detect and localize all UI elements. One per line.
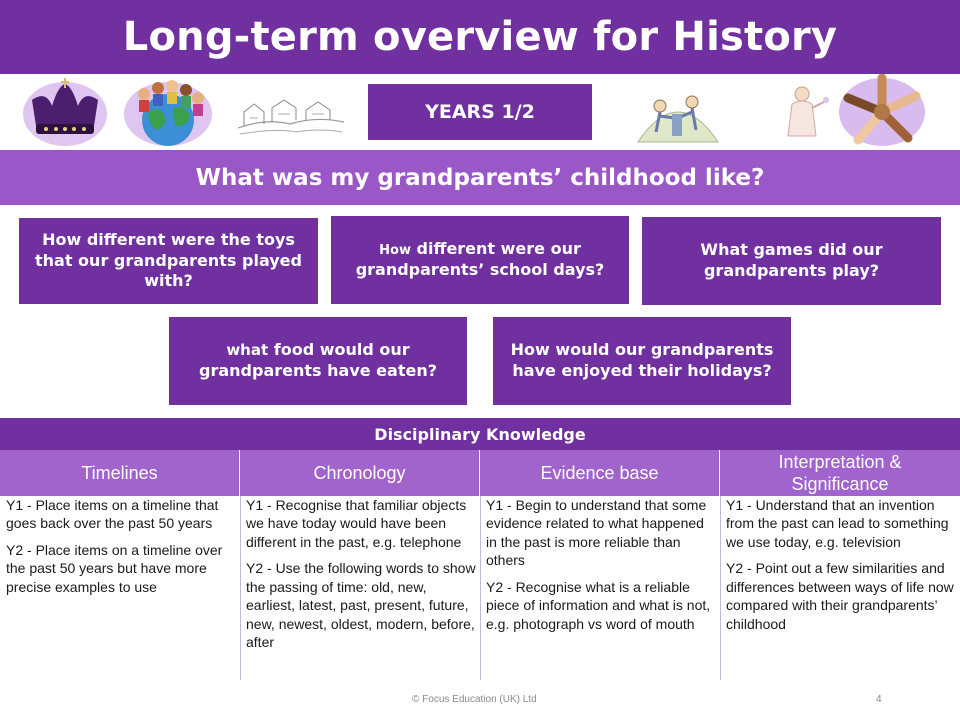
main-question: What was my grandparents’ childhood like? xyxy=(0,150,960,205)
year1-objective: Y1 - Place items on a timeline that goes back over the past 50 years xyxy=(6,497,219,532)
year2-objective: Y2 - Point out a few similarities and differences between ways of life now compared with their grandparents’ childhood xyxy=(726,560,954,632)
column-chronology xyxy=(240,496,480,680)
year1-objective: Y1 - Begin to understand that some evidence related to what happened in the past is more reliable than others xyxy=(486,497,707,569)
sub-question-text: How would our grandparents have enjoyed their holidays? xyxy=(510,340,774,380)
title-bar xyxy=(0,0,960,74)
page-title: Long-term overview for History xyxy=(122,14,838,60)
old-town-sketch-icon xyxy=(236,88,346,138)
sub-question-rest: different were our grandparents’ school days? xyxy=(355,239,605,280)
year2-objective: Y2 - Place items on a timeline over the past 50 years but have more precise examples to use xyxy=(6,541,223,595)
sub-question-text xyxy=(341,239,619,281)
column-interpretation xyxy=(720,496,960,680)
year2-objective: Y2 - Use the following words to show the passing of time: old, new, earliest, latest, past, present, future, new, newest, oldest, modern, before, after xyxy=(246,560,476,651)
column-evidence-base xyxy=(480,496,720,680)
royalty-figure-icon xyxy=(770,80,834,144)
year1-objective: Y1 - Understand that an invention from the past can lead to something we use today, e.g. television xyxy=(726,497,949,550)
column-header-interpretation: Interpretation & Significance xyxy=(720,450,960,496)
sub-question-toys xyxy=(19,218,318,304)
sub-question-prefix: what xyxy=(226,341,269,360)
footer xyxy=(0,694,960,708)
column-timelines xyxy=(0,496,240,680)
world-globe-people-icon xyxy=(122,74,214,148)
copyright-text: © Focus Education (UK) Ltd xyxy=(412,694,537,705)
sub-question-text: How different were the toys that our grandparents played with? xyxy=(35,229,302,291)
disciplinary-knowledge-heading: Disciplinary Knowledge xyxy=(0,418,960,450)
column-header-timelines: Timelines xyxy=(0,450,240,496)
crown-icon xyxy=(22,76,108,148)
year1-objective: Y1 - Recognise that familiar objects we have today would have been different in the past, e.g. telephone xyxy=(246,497,467,550)
page-number: 4 xyxy=(876,694,882,705)
column-header-evidence-base: Evidence base xyxy=(480,450,720,496)
children-playing-icon xyxy=(634,88,722,144)
years-label: YEARS 1/2 xyxy=(368,84,592,140)
year2-objective: Y2 - Recognise what is a reliable piece of information and what is not, e.g. photograph vs word of mouth xyxy=(486,578,711,632)
sub-question-games xyxy=(642,217,941,305)
sub-question-text: What games did our grandparents play? xyxy=(700,240,883,280)
joined-hands-icon xyxy=(838,74,926,148)
column-header-chronology: Chronology xyxy=(240,450,480,496)
sub-question-prefix: How xyxy=(379,243,411,259)
sub-question-rest: food would our grandparents have eaten? xyxy=(199,340,437,380)
sub-question-holidays xyxy=(493,317,791,405)
sub-question-text xyxy=(179,340,457,382)
sub-question-food xyxy=(169,317,467,405)
sub-question-school-days xyxy=(331,216,629,304)
